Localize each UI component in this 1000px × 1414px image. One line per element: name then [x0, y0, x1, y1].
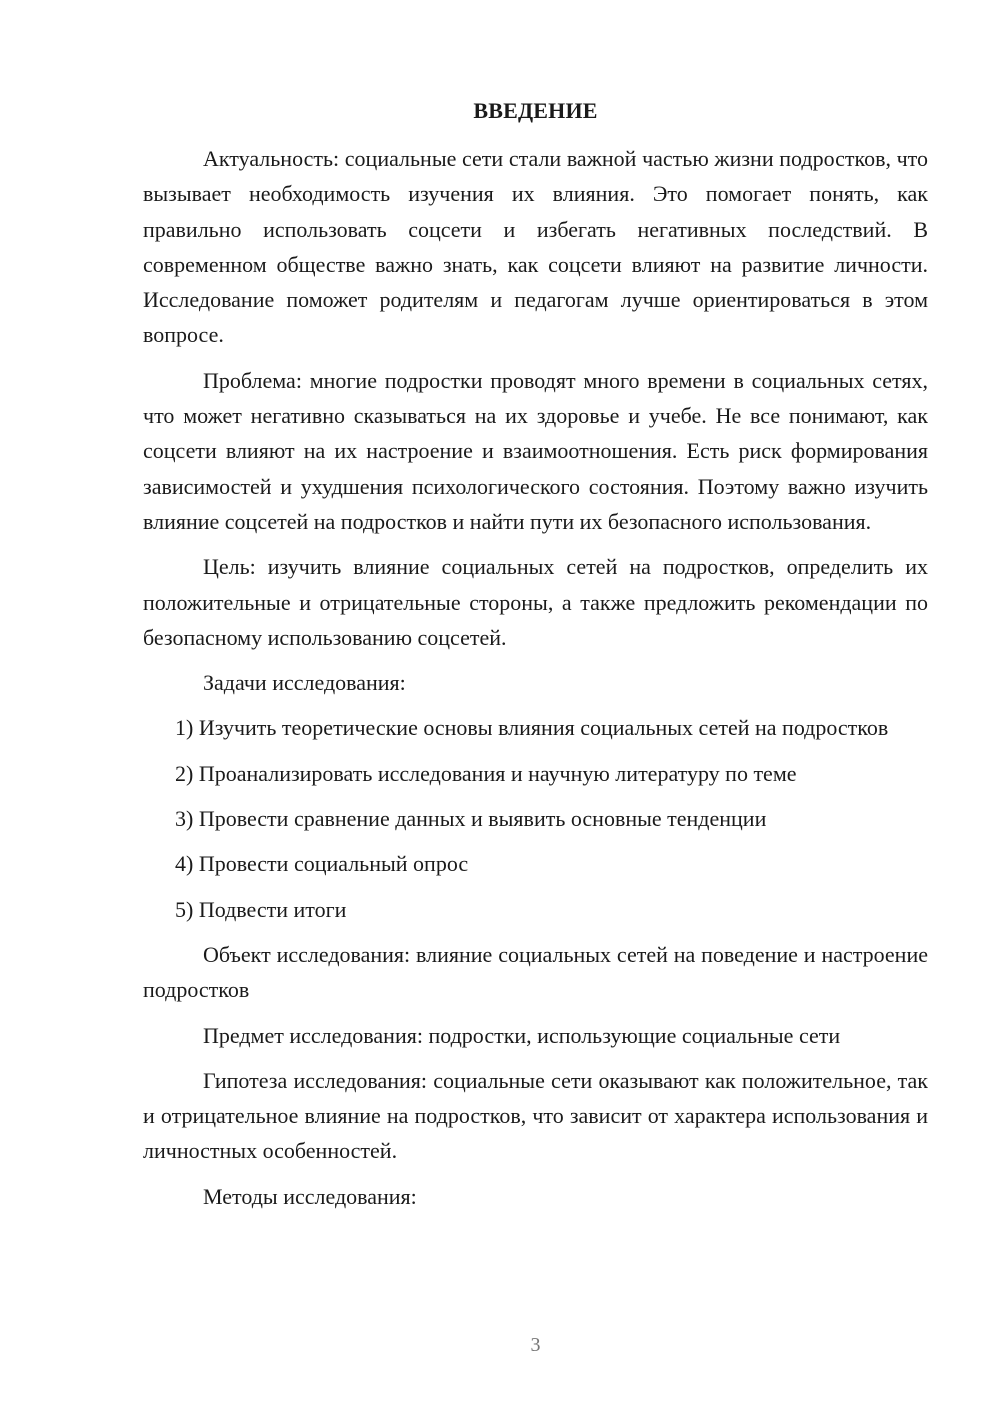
relevance-paragraph: Актуальность: социальные сети стали важной частью жизни подростков, что вызывает необходимость изучения их влияния. Это помогает понять, как правильно использовать соцсети и избегать негативных последствий. В современном обществе важно знать, как соцсети влияют на развитие личности. Исследование поможет родителям и педагогам лучше ориентироваться в этом вопросе.	[143, 146, 928, 348]
page-title: ВВЕДЕНИЕ	[473, 98, 598, 123]
object-paragraph: Объект исследования: влияние социальных сетей на поведение и настроение подростков	[143, 941, 928, 1003]
task-item-5: 5) Подвести итоги	[175, 896, 347, 922]
page-number: 3	[530, 1334, 541, 1356]
methods-heading: Методы исследования:	[203, 1183, 417, 1209]
task-item-4: 4) Провести социальный опрос	[175, 851, 469, 877]
problem-paragraph: Проблема: многие подростки проводят много времени в социальных сетях, что может негативно сказываться на их здоровье и учебе. Не все понимают, как соцсети влияют на их настроение и взаимоотношения. Есть риск формирования зависимостей и ухудшения психологического состояния. Поэтому важно изучить влияние соцсетей на подростков и найти пути их безопасного использования.	[143, 367, 928, 534]
task-item-1: 1) Изучить теоретические основы влияния социальных сетей на подростков	[175, 715, 889, 741]
tasks-heading: Задачи исследования:	[203, 670, 406, 696]
subject-paragraph: Предмет исследования: подростки, использующие социальные сети	[203, 1022, 841, 1048]
hypothesis-paragraph: Гипотеза исследования: социальные сети оказывают как положительное, так и отрицательное влияние на подростков, что зависит от характера использования и личностных особенностей.	[143, 1067, 928, 1164]
task-item-2: 2) Проанализировать исследования и научную литературу по теме	[175, 760, 797, 786]
goal-paragraph: Цель: изучить влияние социальных сетей на подростков, определить их положительные и отрицательные стороны, а также предложить рекомендации по безопасному использованию соцсетей.	[143, 554, 928, 650]
task-item-3: 3) Провести сравнение данных и выявить основные тенденции	[175, 806, 767, 832]
document-body	[143, 96, 928, 1214]
